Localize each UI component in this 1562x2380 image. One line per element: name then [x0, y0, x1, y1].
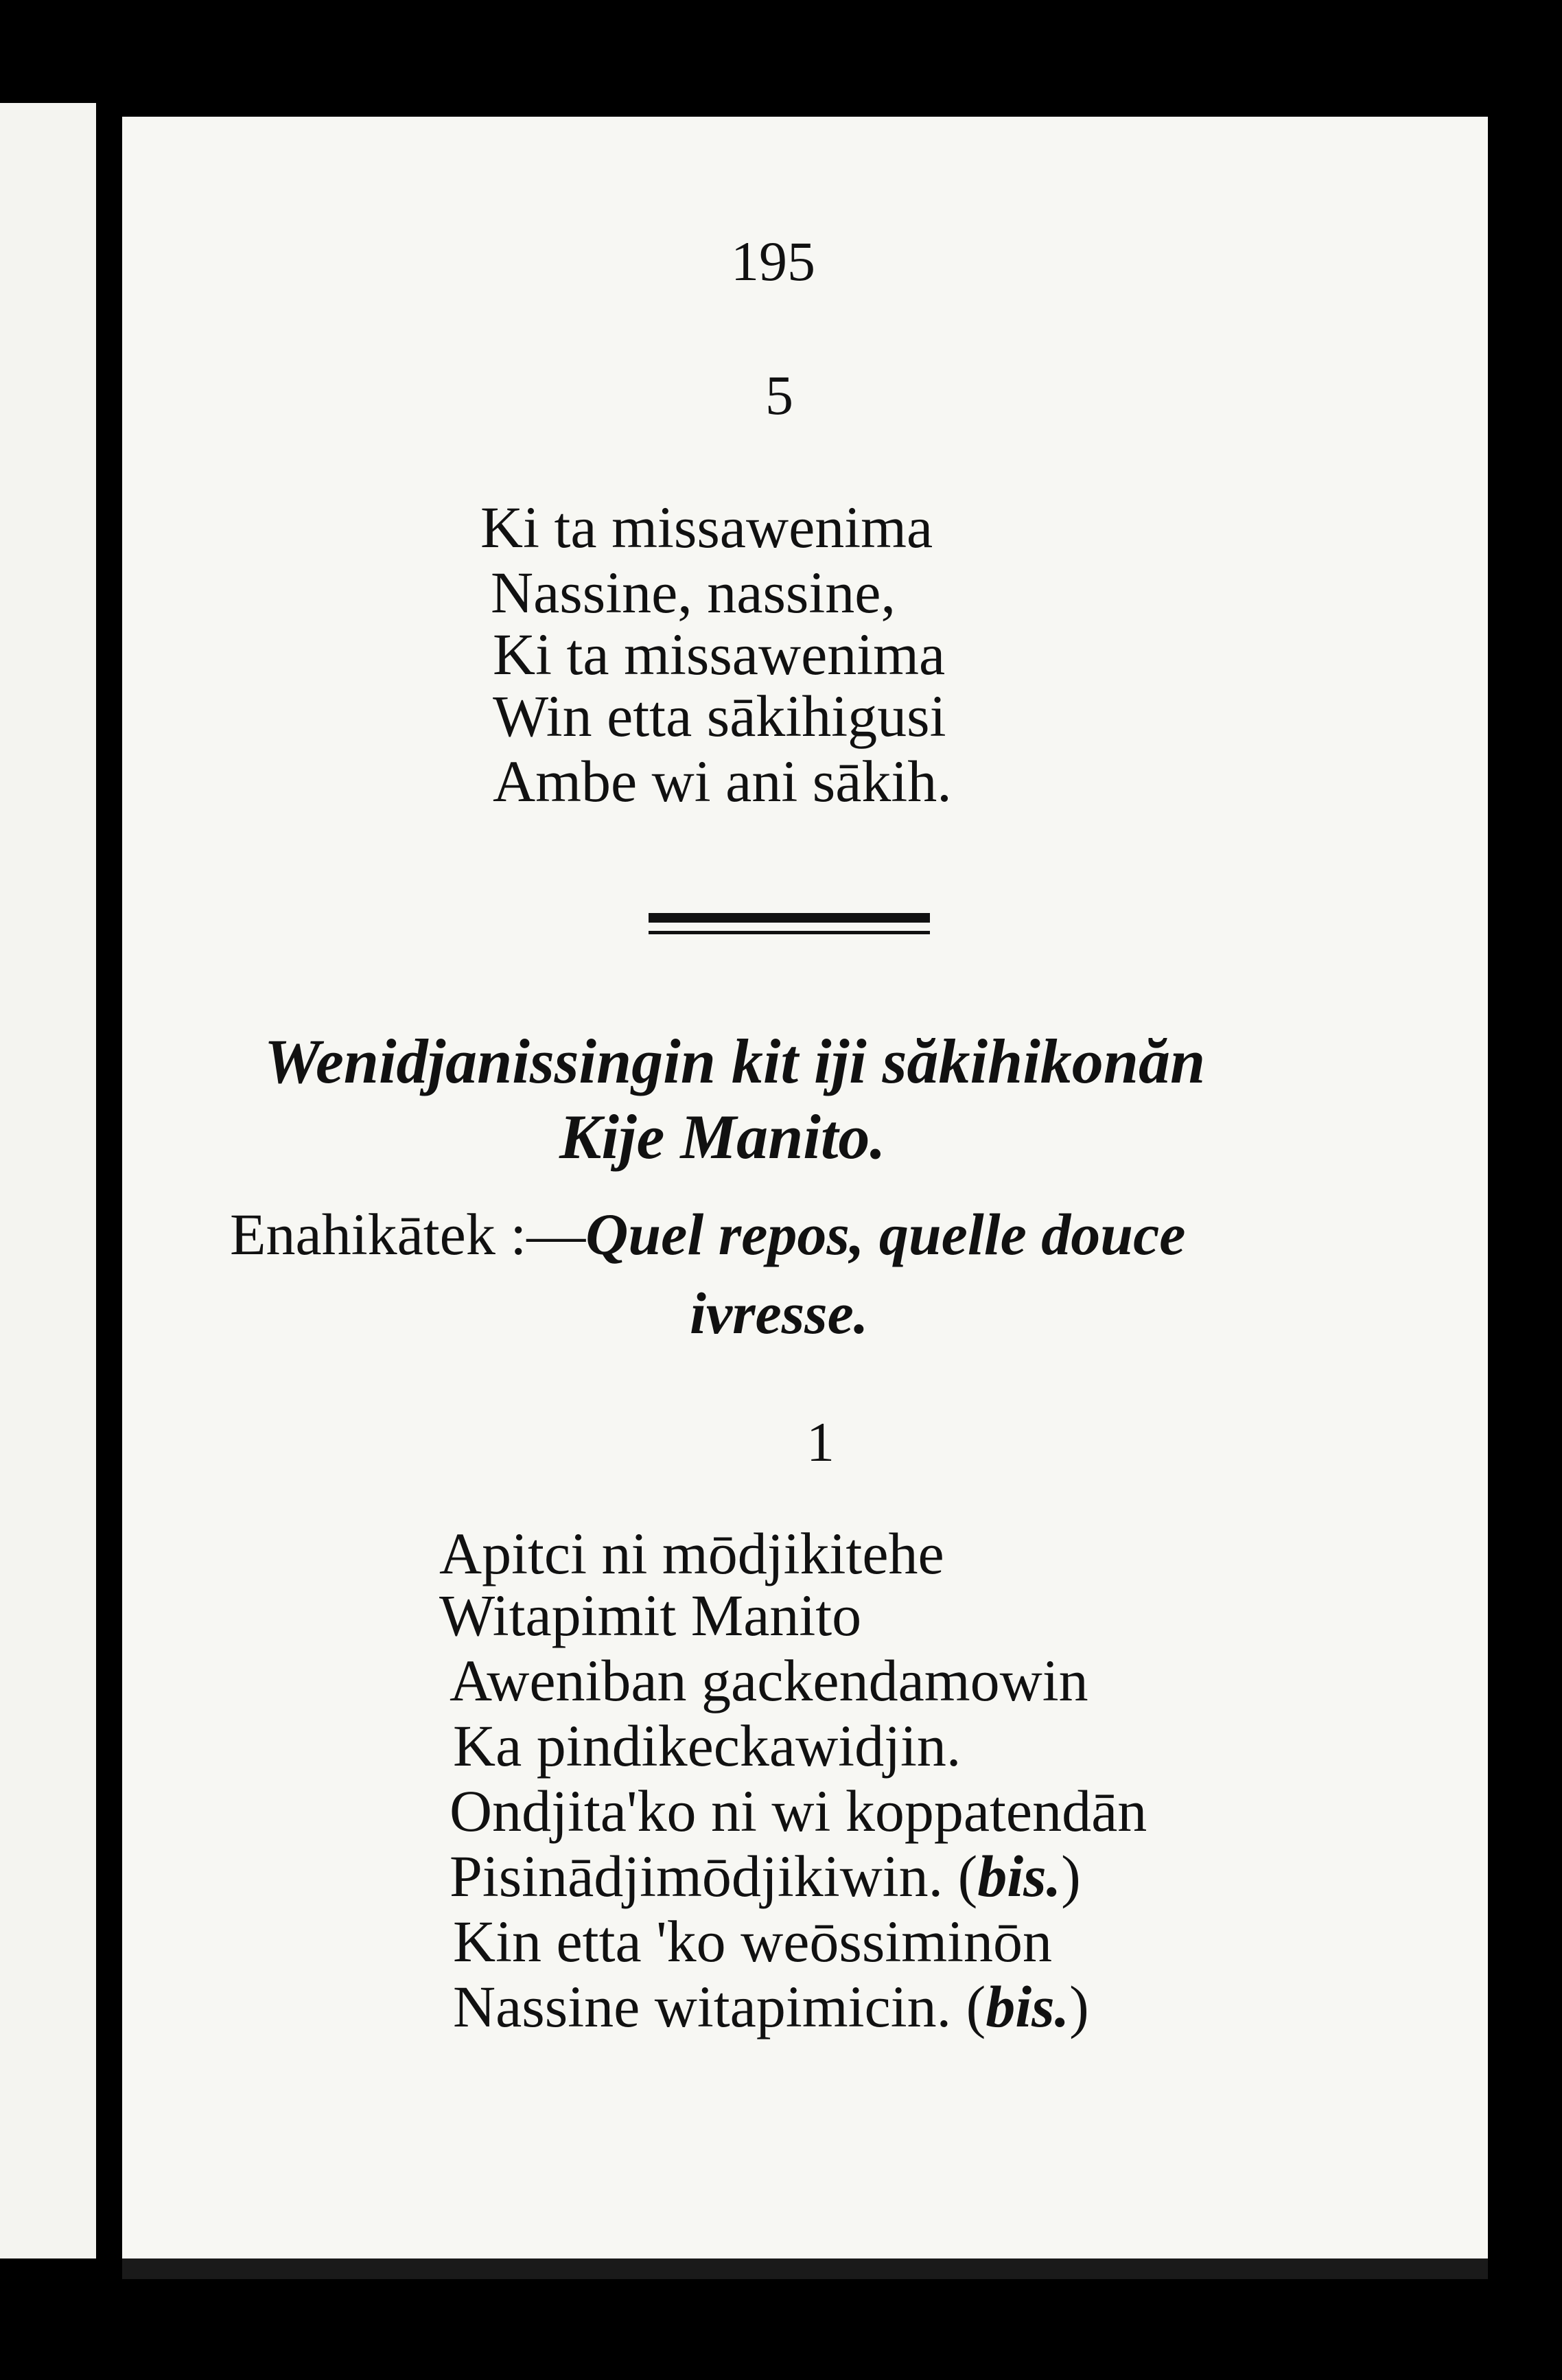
- divider-rule-thin: [649, 931, 930, 934]
- verse-line: Apitci ni mōdjikitehe: [439, 1521, 944, 1586]
- verse-line: [450, 1843, 1081, 1909]
- tune-title: Quel repos, quelle douce: [585, 1201, 1186, 1267]
- stanza-number-1: 1: [806, 1411, 835, 1473]
- verse-text: Pisinādjimōdjikiwin. (: [450, 1843, 978, 1909]
- verse-line: Ka pindikeckawidjin.: [453, 1713, 961, 1779]
- repeat-marker: bis.: [986, 1974, 1070, 2040]
- gutter: [96, 103, 117, 2258]
- repeat-marker: bis.: [977, 1843, 1062, 1909]
- tune-title-continued: ivresse.: [690, 1280, 869, 1346]
- page-bottom-edge: [122, 2258, 1488, 2279]
- verse-line: Ambe wi ani sākih.: [493, 748, 952, 814]
- hymn-title: Wenidjanissingin kit iji săkihikonăn: [264, 1026, 1206, 1096]
- tune-label: Enahikātek :—: [230, 1201, 586, 1267]
- verse-line: Ki ta missawenima: [493, 621, 946, 687]
- verse-line: Ondjita'ko ni wi koppatendān: [450, 1778, 1147, 1844]
- verse-line: Kin etta 'ko weōssiminōn: [453, 1908, 1053, 1974]
- verse-line: Win etta sākihigusi: [493, 683, 946, 749]
- repeat-marker-close: ): [1061, 1843, 1081, 1909]
- verse-line: Aweniban gackendamowin: [450, 1648, 1088, 1713]
- repeat-marker-close: ): [1069, 1974, 1089, 2040]
- verse-text: Nassine witapimicin. (: [453, 1974, 986, 2040]
- left-page-edge: [0, 103, 96, 2258]
- verse-line: [453, 1974, 1089, 2040]
- verse-line: Witapimit Manito: [439, 1582, 862, 1648]
- tune-indication: [230, 1201, 1186, 1267]
- verse-line: Ki ta missawenima: [480, 494, 933, 560]
- verse-line: Nassine, nassine,: [491, 559, 896, 625]
- page-number: 195: [731, 230, 815, 292]
- stanza-number-5: 5: [765, 364, 793, 426]
- divider-rule-thick: [649, 913, 930, 923]
- hymn-title-continued: Kije Manito.: [559, 1102, 886, 1172]
